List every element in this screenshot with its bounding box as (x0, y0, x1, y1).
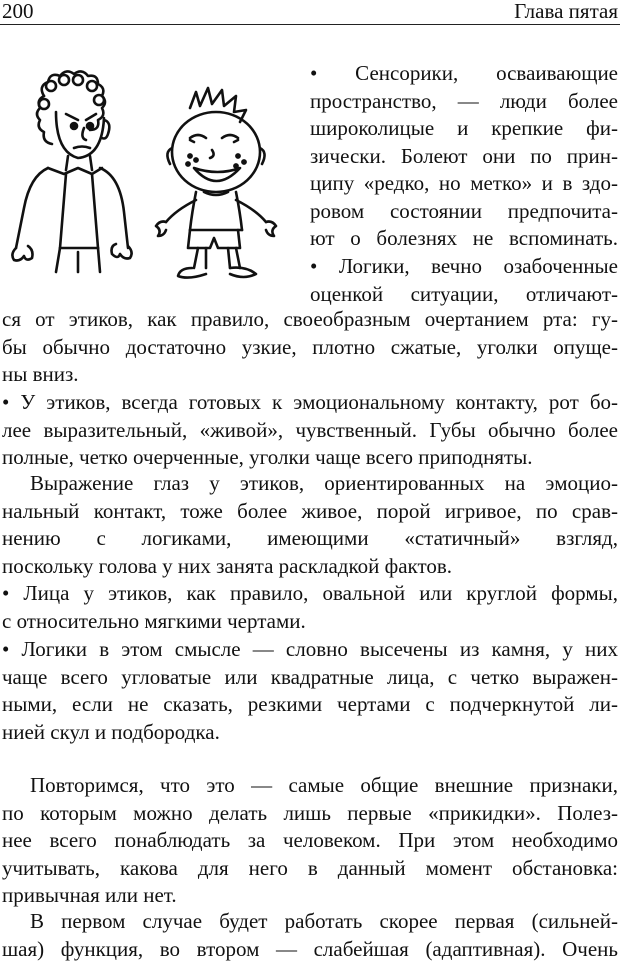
text-line: пространство, — люди более (310, 88, 618, 113)
text-line: ными, если не сказать, резкими чертами с подчеркнутой ли- (2, 692, 618, 716)
text-line: поскольку голова у них занята раскладкой фактов. (2, 553, 453, 578)
text-line: • У этиков, всегда готовых к эмоциональному контакту, рот бо- (2, 390, 618, 414)
paragraph-logiki-full (2, 306, 618, 389)
text-line: нее всего понаблюдать за человеком. При этом необходимо (2, 828, 618, 852)
text-line: полные, четко очерченные, уголки чаще всего приподняты. (2, 445, 533, 469)
text-line: по которым можно делать лишь первые «прикидки». Полез- (2, 800, 618, 825)
text-line: привычная или нет. (2, 883, 177, 907)
paragraph-litsa (2, 580, 618, 635)
text-line: зически. Болеют они по прин- (310, 143, 618, 168)
paragraph-etiki (2, 389, 618, 472)
text-line: бы обычно достаточно узкие, плотно сжатые, уголки опуще- (2, 334, 618, 359)
text-line: • Логики, вечно озабоченные (310, 254, 618, 278)
paragraph-logiki-top (310, 253, 618, 308)
text-line: шая) функция, во втором — слабейшая (адаптивная). Очень (2, 936, 618, 961)
text-line: с относительно мягкими чертами. (2, 608, 306, 633)
text-line: Повторимся, что это — самые общие внешние признаки, (30, 773, 618, 797)
text-line: • Сенсорики, осваивающие (310, 61, 618, 85)
text-line: ципу «редко, но метко» и в здо- (310, 171, 618, 195)
text-line: ют о болезнях не вспоминать. (310, 226, 618, 250)
page-header (0, 0, 620, 25)
text-line: чаще всего угловатые или квадратные лица, с четко выражен- (2, 664, 618, 689)
page-number: 200 (2, 0, 34, 23)
paragraph-povtorim (2, 772, 618, 910)
paragraph-sensoriki (310, 60, 618, 253)
text-line: ся от этиков, как правило, своеобразным очертанием рта: гу- (2, 307, 618, 331)
text-line: В первом случае будет работать скорее первая (сильней- (30, 909, 618, 933)
text-line: • Логики в этом смысле — словно высечены из камня, у них (2, 637, 618, 661)
paragraph-glaza (2, 470, 618, 580)
text-line: нальный контакт, тоже более живое, порой игривое, по срав- (2, 498, 618, 523)
text-line: оценкой ситуации, отличают- (310, 281, 618, 306)
text-line: • Лица у этиков, как правило, овальной или круглой формы, (2, 581, 618, 605)
smiling-boy-figure (156, 88, 276, 278)
text-line: нению с логиками, имеющими «статичный» взгляд, (2, 526, 618, 550)
paragraph-pervom (2, 908, 618, 963)
serious-boy-figure (12, 71, 131, 272)
text-line: учитывать, какова для него в данный момент обстановка: (2, 855, 618, 880)
text-line: широколицые и крепкие фи- (310, 116, 618, 140)
text-line: лее выразительный, «живой», чувственный. Губы обычно более (2, 417, 618, 442)
chapter-title: Глава пятая (514, 0, 618, 23)
cartoon-illustration (4, 56, 302, 288)
text-line: нией скул и подбородка. (2, 719, 220, 744)
paragraph-kamen (2, 636, 618, 746)
text-line: Выражение глаз у этиков, ориентированных на эмоцио- (30, 471, 618, 495)
text-line: ны вниз. (2, 362, 79, 386)
text-line: ровом состоянии предпочита- (310, 198, 618, 223)
